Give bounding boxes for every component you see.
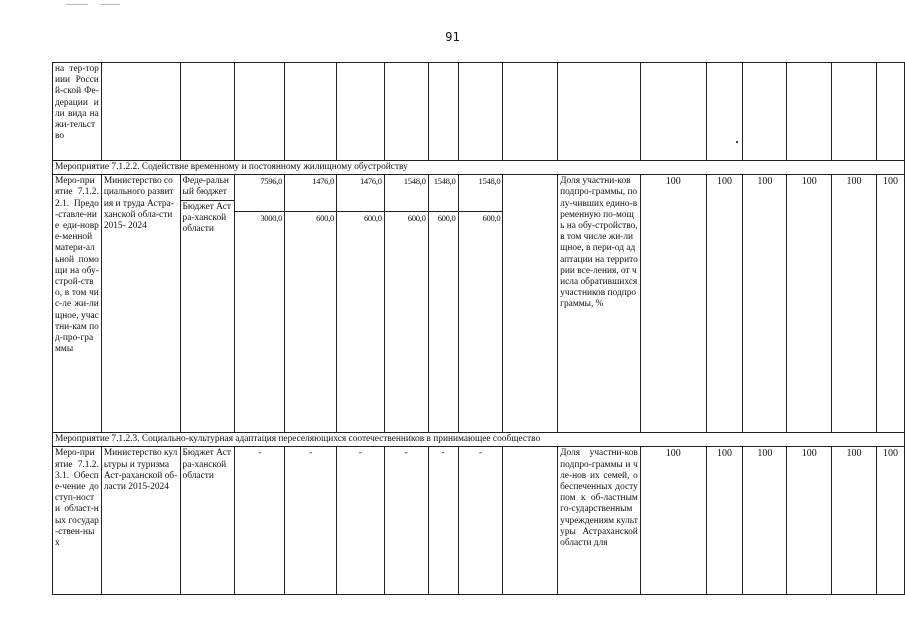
funding-value: 1476,0 xyxy=(285,176,336,212)
indicator: Доля участни-ков подпро-граммы, полу-чивших едино-временную по-мощь на обу-стройство, в том числе жи-лищное, в пери-од адаптации на территории все-ления, от числа обратившихся участников подпрограммы, % xyxy=(558,175,641,433)
target-value: 100 xyxy=(706,447,743,595)
funding-year xyxy=(285,175,337,433)
scan-mark xyxy=(66,4,88,5)
empty-cell xyxy=(640,63,706,161)
empty-cell xyxy=(285,63,337,161)
empty-cell xyxy=(384,63,428,161)
funding-year xyxy=(384,175,428,433)
funding-source-regional: Бюджет Астра-ханской области xyxy=(182,201,231,235)
funding-year xyxy=(336,175,384,433)
target-value: 100 xyxy=(876,175,904,433)
funding-value: 1548,0 xyxy=(459,176,503,212)
table-row xyxy=(53,63,905,161)
funding-value: 600,0 xyxy=(482,213,501,224)
empty-cell xyxy=(558,63,641,161)
empty-cell xyxy=(503,447,558,595)
funding-source-federal: Феде-ральный бюджет xyxy=(181,176,235,200)
empty-cell xyxy=(101,63,180,161)
section-row xyxy=(53,433,905,447)
section-title: Мероприятие 7.1.2.2. Содействие временному и постоянному жилищному обустройству xyxy=(53,161,905,175)
target-value: 100 xyxy=(876,447,904,595)
empty-cell xyxy=(235,63,285,161)
funding-value: 600,0 xyxy=(363,213,382,224)
empty-cell xyxy=(743,63,787,161)
executor: Министерство культуры и туризма Аст-раханской об-ласти 2015-2024 xyxy=(101,447,180,595)
empty-cell xyxy=(180,63,235,161)
section-row xyxy=(53,161,905,175)
empty-cell xyxy=(428,63,458,161)
funding-total xyxy=(235,175,285,433)
table-row xyxy=(53,447,905,595)
indicator: Доля участни-ков подпро-граммы и чле-нов их семей, обеспеченных доступом к об-ластным го-сударственным учреждениям культуры Астраханской области для xyxy=(558,447,641,595)
funding-value: 3000,0 xyxy=(260,213,283,224)
page-number: 91 xyxy=(445,30,460,44)
empty-cell xyxy=(458,63,503,161)
funding-value: - xyxy=(336,447,384,595)
funding-value: 600,0 xyxy=(316,213,334,224)
table-row xyxy=(53,175,905,433)
funding-year xyxy=(458,175,503,433)
funding-value: - xyxy=(384,447,428,595)
target-value: 100 xyxy=(832,175,877,433)
section-title: Мероприятие 7.1.2.3. Социально-культурная адаптация переселяющихся соотечественников в принимающее сообщество xyxy=(53,433,905,447)
target-value: 100 xyxy=(706,175,743,433)
measure-name: Меро-приятие 7.1.2.3.1. Обеспе-чение доступ-ности област-ных государ-ствен-ных xyxy=(53,447,102,595)
empty-cell xyxy=(832,63,877,161)
funding-value: 600,0 xyxy=(437,213,456,224)
empty-cell xyxy=(876,63,904,161)
funding-value: - xyxy=(235,447,285,595)
target-value: 100 xyxy=(787,447,832,595)
target-value: 100 xyxy=(832,447,877,595)
scan-mark xyxy=(100,4,120,5)
funding-source: Бюджет Астра-ханской области xyxy=(180,447,235,595)
target-value: 100 xyxy=(640,175,706,433)
funding-value: 1548,0 xyxy=(429,176,458,212)
funding-value: - xyxy=(285,447,337,595)
funding-year xyxy=(428,175,458,433)
empty-cell xyxy=(503,63,558,161)
funding-value: 1548,0 xyxy=(385,176,428,212)
funding-value: 1476,0 xyxy=(337,176,384,212)
executor: Министерство социального развития и труда Астра-ханской обла-сти 2015- 2024 xyxy=(101,175,180,433)
empty-cell xyxy=(706,63,743,161)
funding-value: - xyxy=(458,447,503,595)
scan-speck xyxy=(736,141,738,143)
target-value: 100 xyxy=(640,447,706,595)
measure-name-continued: на тер-ториии Россий-ской Фе-дерации или вида на жи-тельство xyxy=(53,63,102,161)
funding-value: - xyxy=(428,447,458,595)
measure-name: Меро-приятие 7.1.2.2.1. Предо-ставле-ние еди-новре-менной матери-альной помощи на обу-строй-ство, в том чис-ле жи-лищное, участни-кам под-про-граммы xyxy=(53,175,102,433)
empty-cell xyxy=(503,175,558,433)
funding-value: 7596,0 xyxy=(235,176,284,212)
empty-cell xyxy=(336,63,384,161)
empty-cell xyxy=(787,63,832,161)
target-value: 100 xyxy=(743,175,787,433)
funding-value: 600,0 xyxy=(407,213,426,224)
funding-source xyxy=(180,175,235,433)
target-value: 100 xyxy=(743,447,787,595)
program-table xyxy=(52,62,905,595)
target-value: 100 xyxy=(787,175,832,433)
